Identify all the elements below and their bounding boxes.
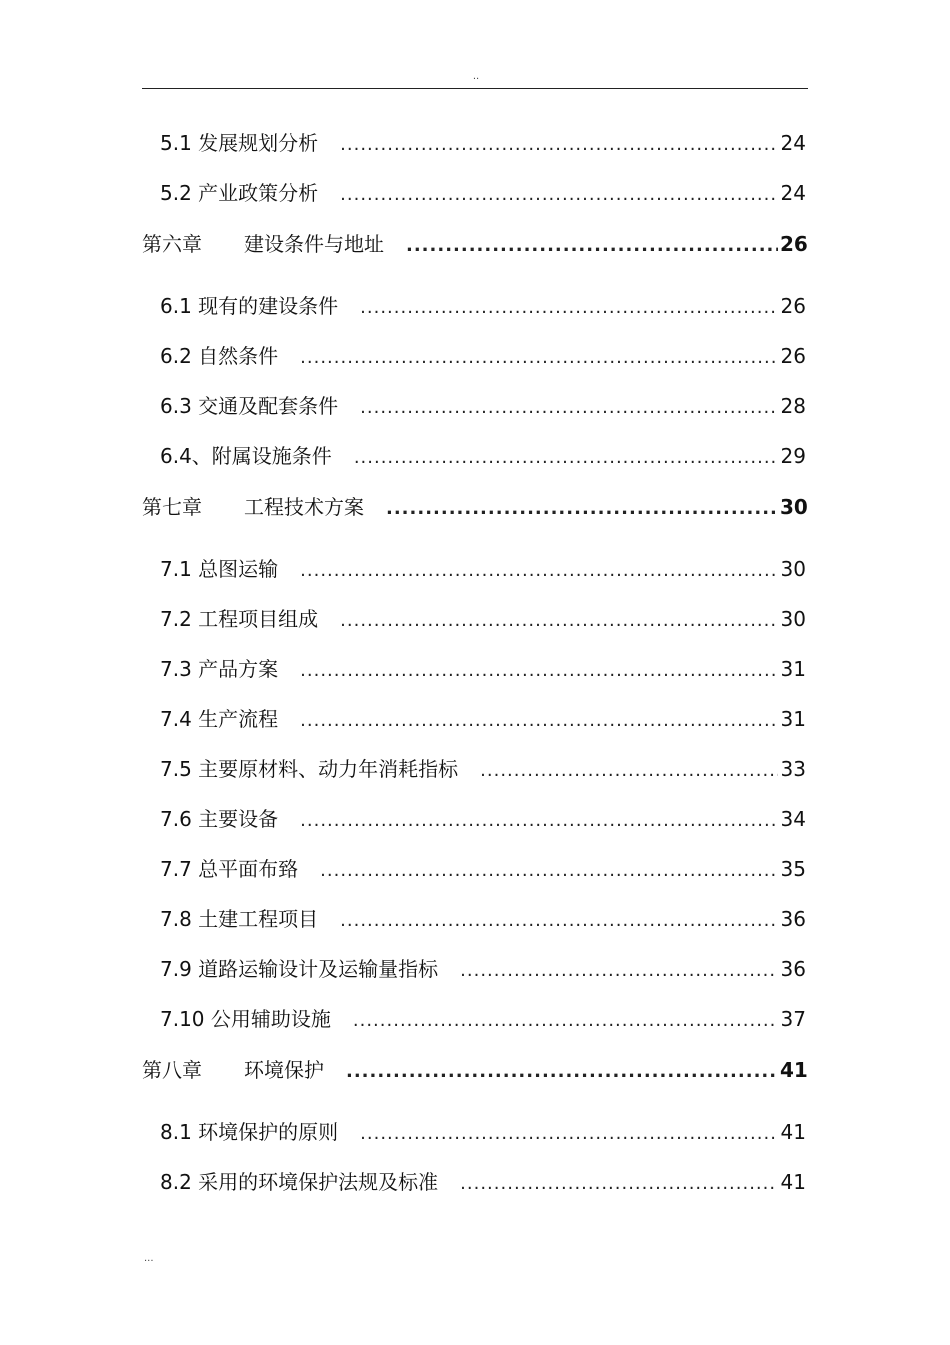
toc-page-number: 24 [780,131,806,155]
toc-entry-5-1[interactable] [142,118,806,168]
toc-entry-6-2[interactable] [142,331,806,381]
toc-dot-leader [360,283,778,333]
toc-chapter-7[interactable] [142,481,806,544]
toc-dot-leader [480,746,778,796]
toc-chapter-number: 第六章 [142,232,202,256]
toc-dot-leader [360,1109,778,1159]
toc-dot-leader [300,546,778,596]
toc-page-number: 28 [780,394,806,418]
toc-dot-leader [460,946,778,996]
toc-chapter-title-wrap [142,1044,324,1096]
toc-entry-6-1[interactable] [142,281,806,331]
toc-dot-leader [300,796,778,846]
toc-entry-7-3[interactable] [142,644,806,694]
toc-entry-6-3[interactable] [142,381,806,431]
toc-page-number: 26 [780,294,806,318]
toc-dot-leader [406,220,778,272]
toc-page-number: 33 [780,757,806,781]
toc-chapter-number: 第七章 [142,495,202,519]
toc-entry-7-8[interactable] [142,894,806,944]
toc-page-number: 35 [780,857,806,881]
toc-page-number: 37 [780,1007,806,1031]
toc-chapter-title-wrap [142,218,384,270]
toc-page-number: 36 [780,907,806,931]
toc-dot-leader [300,646,778,696]
toc-entry-title: 7.4 生产流程 [160,707,279,731]
toc-entry-title: 7.6 主要设备 [160,807,279,831]
toc-dot-leader [386,483,778,535]
toc-chapter-title: 环境保护 [244,1058,324,1082]
toc-page-number: 41 [780,1170,806,1194]
toc-dot-leader [460,1159,778,1209]
toc-page-number: 24 [780,181,806,205]
toc-entry-7-7[interactable] [142,844,806,894]
toc-page-number: 41 [780,1120,806,1144]
toc-entry-title: 6.4、附属设施条件 [160,444,332,468]
toc-entry-title: 8.2 采用的环境保护法规及标准 [160,1170,439,1194]
toc-page-number: 30 [780,557,806,581]
toc-entry-7-6[interactable] [142,794,806,844]
toc-entry-title: 8.1 环境保护的原则 [160,1120,339,1144]
toc-page-number: 34 [780,807,806,831]
toc-dot-leader [360,383,778,433]
header-rule [142,88,808,89]
toc-page-number: 29 [780,444,806,468]
toc-entry-title: 7.1 总图运输 [160,557,279,581]
toc-chapter-8[interactable] [142,1044,806,1107]
toc-dot-leader [340,896,778,946]
toc-entry-7-4[interactable] [142,694,806,744]
toc-entry-title: 7.2 工程项目组成 [160,607,319,631]
toc-entry-title: 6.1 现有的建设条件 [160,294,339,318]
page-header-mark: .. [472,71,480,82]
toc-entry-8-1[interactable] [142,1107,806,1157]
toc-dot-leader [300,696,778,746]
toc-dot-leader [346,1046,778,1098]
toc-entry-title: 7.7 总平面布臵 [160,857,299,881]
toc-dot-leader [340,170,778,220]
toc-entry-title: 7.8 土建工程项目 [160,907,319,931]
toc-entry-title: 7.10 公用辅助设施 [160,1007,331,1031]
toc-dot-leader [354,433,778,483]
toc-dot-leader [340,120,778,170]
toc-entry-title: 7.3 产品方案 [160,657,279,681]
toc-page-number: 26 [780,232,808,256]
toc-entry-title: 6.2 自然条件 [160,344,279,368]
toc-page-number: 41 [780,1058,808,1082]
toc-chapter-number: 第八章 [142,1058,202,1082]
toc-entry-6-4[interactable] [142,431,806,481]
toc-entry-5-2[interactable] [142,168,806,218]
toc-page-number: 30 [780,495,808,519]
toc-entry-8-2[interactable] [142,1157,806,1207]
toc-page-number: 31 [780,657,806,681]
toc-entry-7-2[interactable] [142,594,806,644]
toc-entry-title: 7.5 主要原材料、动力年消耗指标 [160,757,459,781]
toc-entry-7-1[interactable] [142,544,806,594]
toc-page-number: 31 [780,707,806,731]
toc-dot-leader [353,996,778,1046]
toc-entry-7-10[interactable] [142,994,806,1044]
toc-chapter-title: 工程技术方案 [244,495,364,519]
toc-page-number: 26 [780,344,806,368]
toc-chapter-6[interactable] [142,218,806,281]
toc-entry-7-5[interactable] [142,744,806,794]
toc-page-number: 30 [780,607,806,631]
table-of-contents [142,118,806,1207]
toc-chapter-title-wrap [142,481,364,533]
toc-page-number: 36 [780,957,806,981]
toc-entry-title: 6.3 交通及配套条件 [160,394,339,418]
toc-chapter-title: 建设条件与地址 [244,232,384,256]
toc-entry-title: 5.1 发展规划分析 [160,131,319,155]
toc-entry-title: 7.9 道路运输设计及运输量指标 [160,957,439,981]
toc-dot-leader [340,596,778,646]
toc-entry-7-9[interactable] [142,944,806,994]
toc-dot-leader [320,846,778,896]
toc-entry-title: 5.2 产业政策分析 [160,181,319,205]
toc-dot-leader [300,333,778,383]
page-footer-mark: ... [144,1253,154,1264]
